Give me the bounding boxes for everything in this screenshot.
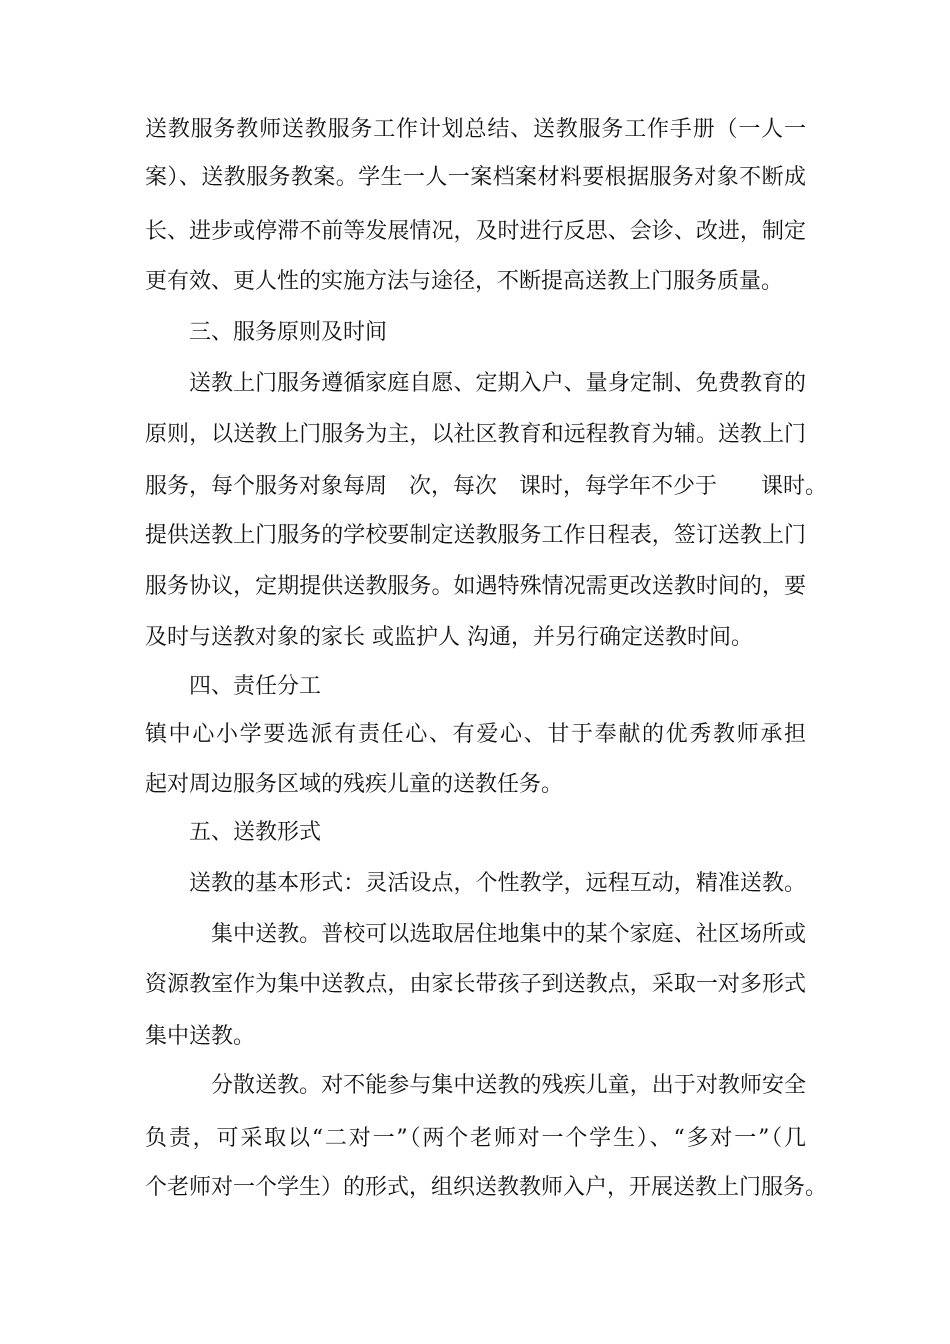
paragraph-line: 负责，可采取以“二对一”（两个老师对一个学生）、“多对一”（几 — [145, 1126, 806, 1151]
paragraph-line: 案）、送教服务教案。学生一人一案档案材料要根据服务对象不断成 — [145, 165, 806, 190]
paragraph-line: 服务协议，定期提供送教服务。如遇特殊情况需更改送教时间的，要 — [145, 574, 806, 599]
paragraph-line: 长、进步或停滞不前等发展情况，及时进行反思、会诊、改进，制定 — [145, 219, 806, 244]
section-heading-4: 四、责任分工 — [189, 674, 322, 699]
paragraph-line: 起对周边服务区域的残疾儿童的送教任务。 — [145, 772, 564, 797]
paragraph-line: 送教服务教师送教服务工作计划总结、送教服务工作手册（一人一 — [145, 117, 806, 142]
section-heading-5: 五、送教形式 — [189, 820, 322, 845]
paragraph-line: 提供送教上门服务的学校要制定送教服务工作日程表，签订送教上门 — [145, 523, 806, 548]
section-heading-3: 三、服务原则及时间 — [189, 320, 388, 345]
paragraph-line: 分散送教。对不能参与集中送教的残疾儿童，出于对教师安全 — [211, 1073, 806, 1098]
paragraph-line: 个老师对一个学生）的形式，组织送教教师入户，开展送教上门服务。 — [145, 1175, 828, 1200]
paragraph-line: 镇中心小学要选派有责任心、有爱心、甘于奉献的优秀教师承担 — [145, 722, 806, 747]
paragraph-line: 送教上门服务遵循家庭自愿、定期入户、量身定制、免费教育的 — [189, 371, 806, 396]
paragraph-line: 资源教室作为集中送教点，由家长带孩子到送教点，采取一对多形式 — [145, 972, 806, 997]
paragraph-line: 集中送教。普校可以选取居住地集中的某个家庭、社区场所或 — [211, 922, 806, 947]
paragraph-line: 集中送教。 — [145, 1024, 256, 1049]
paragraph-line: 及时与送教对象的家长 或监护人 沟通，并另行确定送教时间。 — [145, 625, 753, 650]
paragraph-line: 原则，以送教上门服务为主，以社区教育和远程教育为辅。送教上门 — [145, 422, 806, 447]
paragraph-line: 更有效、更人性的实施方法与途径，不断提高送教上门服务质量。 — [145, 269, 784, 294]
paragraph-line: 送教的基本形式：灵活设点，个性教学，远程互动，精准送教。 — [189, 871, 806, 896]
paragraph-line: 服务，每个服务对象每周 次，每次 课时，每学年不少于 课时。 — [145, 474, 828, 499]
